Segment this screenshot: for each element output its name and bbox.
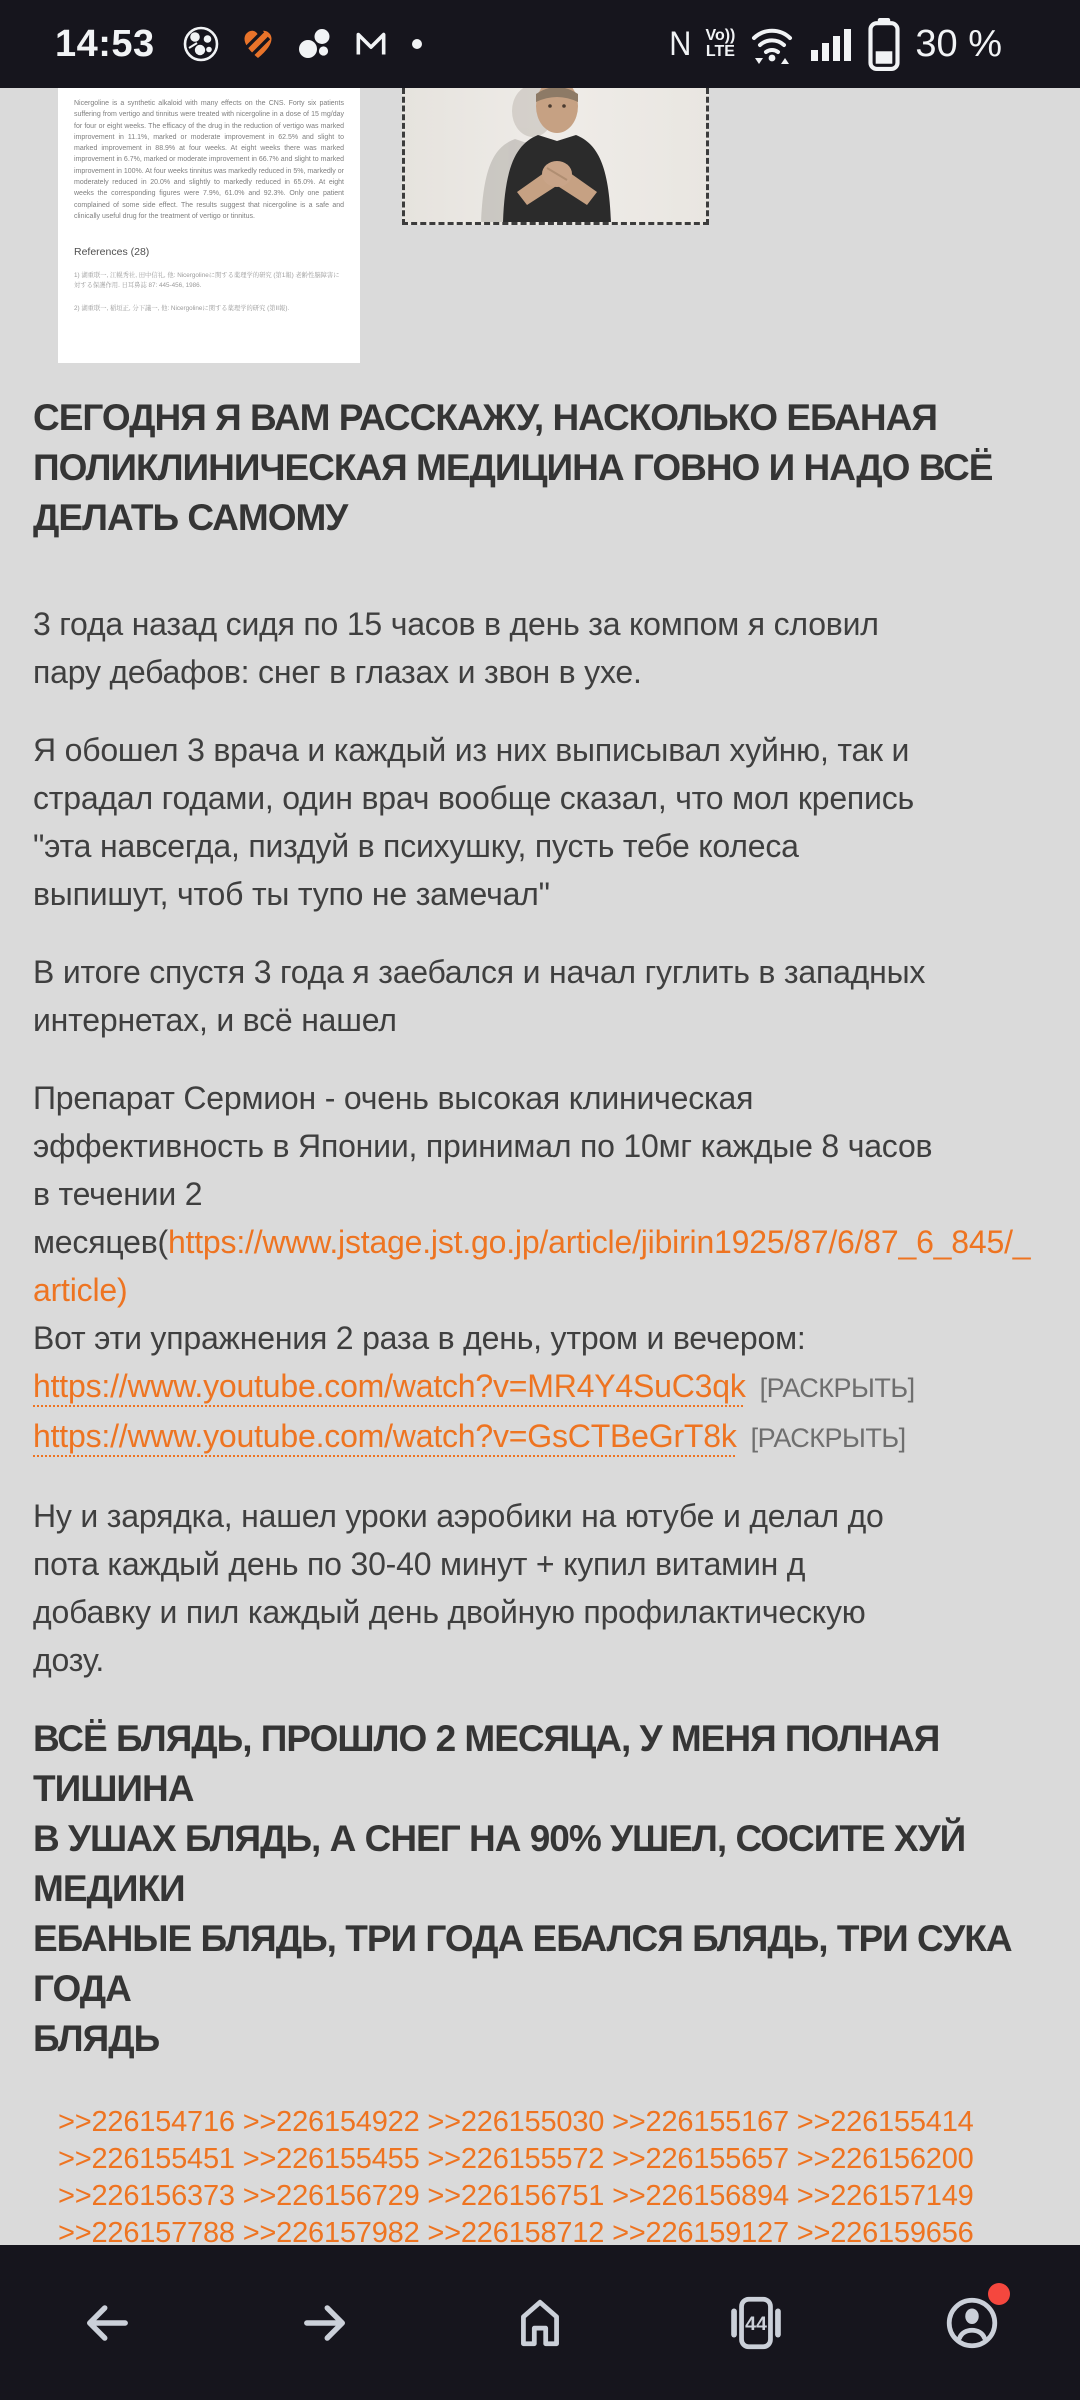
- reply-link[interactable]: >>226156373: [58, 2180, 235, 2212]
- nfc-icon: N: [669, 24, 692, 63]
- forward-arrow-icon: [296, 2295, 352, 2351]
- article-image-thumbnail[interactable]: [58, 88, 360, 363]
- tabs-button[interactable]: [724, 2291, 788, 2355]
- reply-link[interactable]: >>226159656: [796, 2217, 974, 2245]
- battery-percent: 30 %: [915, 22, 1002, 65]
- reply-link[interactable]: >>226155414: [796, 2106, 974, 2138]
- post-paragraph-2: Я обошел 3 врача и каждый из них выписывал хуйню, так и страдал годами, один врач вообще сказал, что мол крепись "эта навсегда, пиздуй в психушку, пусть тебе колеса выпишут, чтоб ты тупо не замечал": [33, 732, 914, 912]
- reply-link[interactable]: >>226155167: [612, 2106, 789, 2138]
- video-thumbnail[interactable]: [402, 88, 709, 225]
- reply-link[interactable]: >>226155657: [612, 2143, 789, 2175]
- reply-link[interactable]: >>226157149: [796, 2180, 974, 2212]
- article-references-title: References (28): [74, 246, 150, 259]
- battery-icon: [866, 17, 902, 71]
- post-paragraph-3: В итоге спустя 3 года я заебался и начал гуглить в западных интернетах, и всё нашел: [33, 954, 926, 1038]
- notification-icons: [181, 24, 427, 64]
- profile-notification-dot: [988, 2283, 1010, 2305]
- profile-button[interactable]: [940, 2291, 1004, 2355]
- back-arrow-icon: [80, 2295, 136, 2351]
- home-icon: [511, 2294, 569, 2352]
- jstage-article-link[interactable]: https://www.jstage.jst.go.jp/article/jibirin1925/87/6/87_6_845/_article): [33, 1224, 1031, 1308]
- reply-links-block: [58, 2104, 1047, 2245]
- post-heading-1: СЕГОДНЯ Я ВАМ РАССКАЖУ, НАСКОЛЬКО ЕБАНАЯ ПОЛИКЛИНИЧЕСКАЯ МЕДИЦИНА ГОВНО И НАДО ВСЁ ДЕЛАТЬ САМОМУ: [33, 397, 993, 538]
- post-paragraph-5: Ну и зарядка, нашел уроки аэробики на ютубе и делал до пота каждый день по 30-40 минут + купил витамин д добавку и пил каждый день двойную профилактическую дозу.: [33, 1498, 884, 1678]
- post-heading-2: ВСЁ БЛЯДЬ, ПРОШЛО 2 МЕСЯЦА, У МЕНЯ ПОЛНАЯ ТИШИНА В УШАХ БЛЯДЬ, А СНЕГ НА 90% УШЕЛ, СОСИТЕ ХУЙ МЕДИКИ ЕБАНЫЕ БЛЯДЬ, ТРИ ГОДА ЕБАЛСЯ БЛЯДЬ, ТРИ СУКА ГОДА БЛЯДЬ: [33, 1718, 1012, 2059]
- reply-link[interactable]: >>226157788: [58, 2217, 235, 2245]
- home-button[interactable]: [508, 2291, 572, 2355]
- notification-dot-icon: [407, 34, 427, 54]
- reply-link[interactable]: >>226156729: [242, 2180, 420, 2212]
- post-paragraph-1: 3 года назад сидя по 15 часов в день за компом я словил пару дебафов: снег в глазах и звон в ухе.: [33, 606, 879, 690]
- paragraph-4-text: Препарат Сермион - очень высокая клиническая эффективность в Японии, принимал по 10мг каждые 8 часов в течении 2: [33, 1080, 933, 1212]
- status-bar: [0, 0, 1080, 88]
- reply-link[interactable]: >>226158712: [427, 2217, 605, 2245]
- health-heart-icon: [238, 24, 278, 64]
- article-reference-2: 2) 湖重联一, 稲垣正, 分下議一, 他: Nicergolineに関する薬理学的研究 (第II報).: [74, 304, 290, 312]
- exercise-person-image: [405, 88, 706, 222]
- article-reference-1: 1) 湖重联一, 江幌秀社, 田中信礼, 他: Nicergolineに関する薬理学的研究 (第1報) 老齢性脳障害に対する保護作用. 日耳鼻誌 87: 445-456, 1986.: [74, 272, 340, 290]
- youtube-link-2[interactable]: https://www.youtube.com/watch?v=GsCTBeGrT8k: [33, 1418, 737, 1454]
- gmail-icon: [352, 25, 390, 63]
- dots-cluster-icon: [295, 24, 335, 64]
- article-abstract-text: Nicergoline is a synthetic alkaloid with many effects on the CNS. Forty six patients suffering from vertigo and tinnitus were treated with nicergoline in a dose of 15 mg/day for four or eight weeks. The efficacy of the drug in the reduction of vertigo was marked improvement in 11.1%, marked or moderate improvement in 62.5% and slight to marked improvement in 88.9% at four weeks. At eight weeks there was marked improvement in 6.7%, marked or moderate improvement in 66.7% and slight to marked improvement in 100%. At four weeks tinnitus was markedly reduced in 5%, markedly or moderately reduced in 20.0% and slightly to markedly reduced in 65.0%. At eight weeks the corresponding figures were 7.9%, 61.0% and 92.3%. Only one patient complained of some side effect. The results suggest that nicergoline is a safe and clinically useful drug for the treatment of vertigo or tinnitus.: [74, 100, 344, 220]
- post-paragraph-4: [33, 1074, 1047, 1462]
- reply-link[interactable]: >>226154922: [242, 2106, 420, 2138]
- reply-link[interactable]: >>226157982: [242, 2217, 420, 2245]
- clock: 14:53: [55, 22, 155, 65]
- volte-icon: Vo)) LTE: [705, 27, 736, 60]
- exercises-intro-text: Вот эти упражнения 2 раза в день, утром и вечером:: [33, 1320, 806, 1356]
- reply-link[interactable]: >>226156200: [796, 2143, 974, 2175]
- reply-link[interactable]: >>226155451: [58, 2143, 235, 2175]
- back-button[interactable]: [76, 2291, 140, 2355]
- reply-link[interactable]: >>226155572: [427, 2143, 605, 2175]
- expand-link-1[interactable]: [РАСКРЫТЬ]: [759, 1373, 915, 1403]
- youtube-link-1[interactable]: https://www.youtube.com/watch?v=MR4Y4SuC3qk: [33, 1368, 746, 1404]
- browser-navigation-bar: [0, 2245, 1080, 2400]
- reply-link[interactable]: >>226156751: [427, 2180, 605, 2212]
- wifi-icon: [748, 22, 796, 66]
- reply-link[interactable]: >>226159127: [612, 2217, 789, 2245]
- system-status-icons: [668, 17, 1002, 71]
- post-attachments: [0, 88, 1080, 363]
- reply-link[interactable]: >>226155455: [242, 2143, 420, 2175]
- reply-link[interactable]: >>226154716: [58, 2106, 235, 2138]
- signal-strength-icon: [809, 24, 853, 64]
- tabs-icon: [725, 2293, 787, 2353]
- tab-count-label: 44: [745, 2312, 767, 2335]
- expand-link-2[interactable]: [РАСКРЫТЬ]: [750, 1423, 906, 1453]
- reply-link[interactable]: >>226155030: [427, 2106, 605, 2138]
- thread-post-content: [0, 88, 1080, 2245]
- media-wheel-icon: [181, 24, 221, 64]
- jstage-link-prefix: месяцев(: [33, 1224, 168, 1260]
- forward-button[interactable]: [292, 2291, 356, 2355]
- reply-link[interactable]: >>226156894: [612, 2180, 789, 2212]
